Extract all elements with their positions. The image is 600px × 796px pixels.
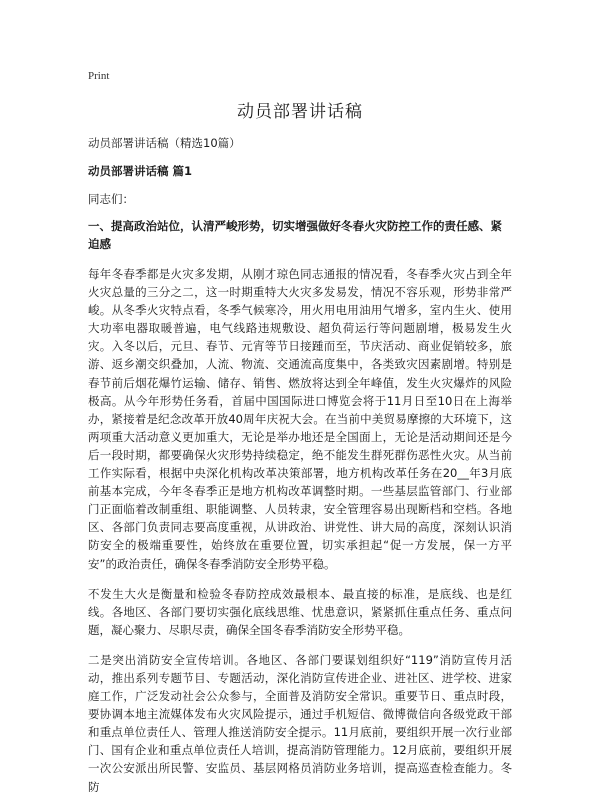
body-paragraph: 每年冬春季都是火灾多发期，从刚才琼色同志通报的情况看，冬春季火灾占到全年火灾总量的三分之二，这一时期重特大火灾多发易发，情况不容乐观，形势非常严峻。从冬季火灾特点看，冬季气候寒冷，用火用电用油用气增多，室内生火、使用大功率电器取暖普遍，电气线路违规敷设、超负荷运行等问题剧增，极易发生火灾。入冬以后，元旦、春节、元宵等节日接踵而至，节庆活动、商业促销较多，旅游、返乡潮交织叠加，人流、物流、交通流高度集中，各类致灾因素剧增。特别是春节前后烟花爆竹运输、储存、销售、燃放将达到全年峰值，发生火灾爆炸的风险极高。从今年形势任务看，首届中国国际进口博览会将于11月日至10日在上海举办，紧接着是纪念改革开放40周年庆祝大会。在当前中美贸易摩擦的大环境下，这两项重大活动意义更加重大，无论是举办地还是全国面上，无论是活动期间还是今后一段时期，都要确保火灾形势持续稳定，绝不能发生群死群伤恶性火灾。从当前工作实际看，根据中央深化机构改革决策部署，地方机构改革任务在20__年3月底前基本完成，今年冬春季正是地方机构改革调整时期。一些基层监管部门、行业部门正面临着改制重组、职能调整、人员转隶，安全管理容易出现断档和空档。各地区、各部门负责同志要高度重视，从讲政治、讲党性、讲大局的高度，深刻认识消防安全的极端重要性，始终放在重要位置，切实承担起“促一方发展，保一方平安”的政治责任，确保冬春季消防安全形势平稳。: [88, 267, 512, 571]
section-heading: 动员部署讲话稿 篇1: [88, 164, 193, 178]
document-subtitle: 动员部署讲话稿（精选10篇）: [88, 136, 241, 150]
body-paragraph: 不发生大火是衡量和检验冬春防控成效最根本、最直接的标准，是底线、也是红线。各地区、各部门要切实强化底线思维、忧患意识，紧紧抓住重点任务、重点问题，凝心聚力、尽职尽责，确保全国冬春季消防安全形势平稳。: [88, 586, 512, 637]
body-paragraph: 二是突出消防安全宣传培训。各地区、各部门要谋划组织好“119”消防宣传月活动，推出系列专题节目、专题活动，深化消防宣传进企业、进社区、进学校、进家庭工作，广泛发动社会公众参与，全面普及消防安全常识。重要节日、重点时段，要协调本地主流媒体发布火灾风险提示，通过手机短信、微博微信向各级党政干部和重点单位责任人、管理人推送消防安全提示。11月底前，要组织开展一次行业部门、国有企业和重点单位责任人培训，提高消防管理能力。12月底前，要组织开展一次公安派出所民警、安监员、基层网格员消防业务培训，提高巡查检查能力。冬防: [88, 652, 512, 794]
point-one-heading: 一、提高政治站位，认清严峻形势，切实增强做好冬春火灾防控工作的责任感、紧迫感: [88, 219, 502, 251]
print-label: Print: [88, 70, 110, 82]
greeting: 同志们：: [88, 192, 134, 206]
document-title: 动员部署讲话稿: [237, 102, 363, 122]
